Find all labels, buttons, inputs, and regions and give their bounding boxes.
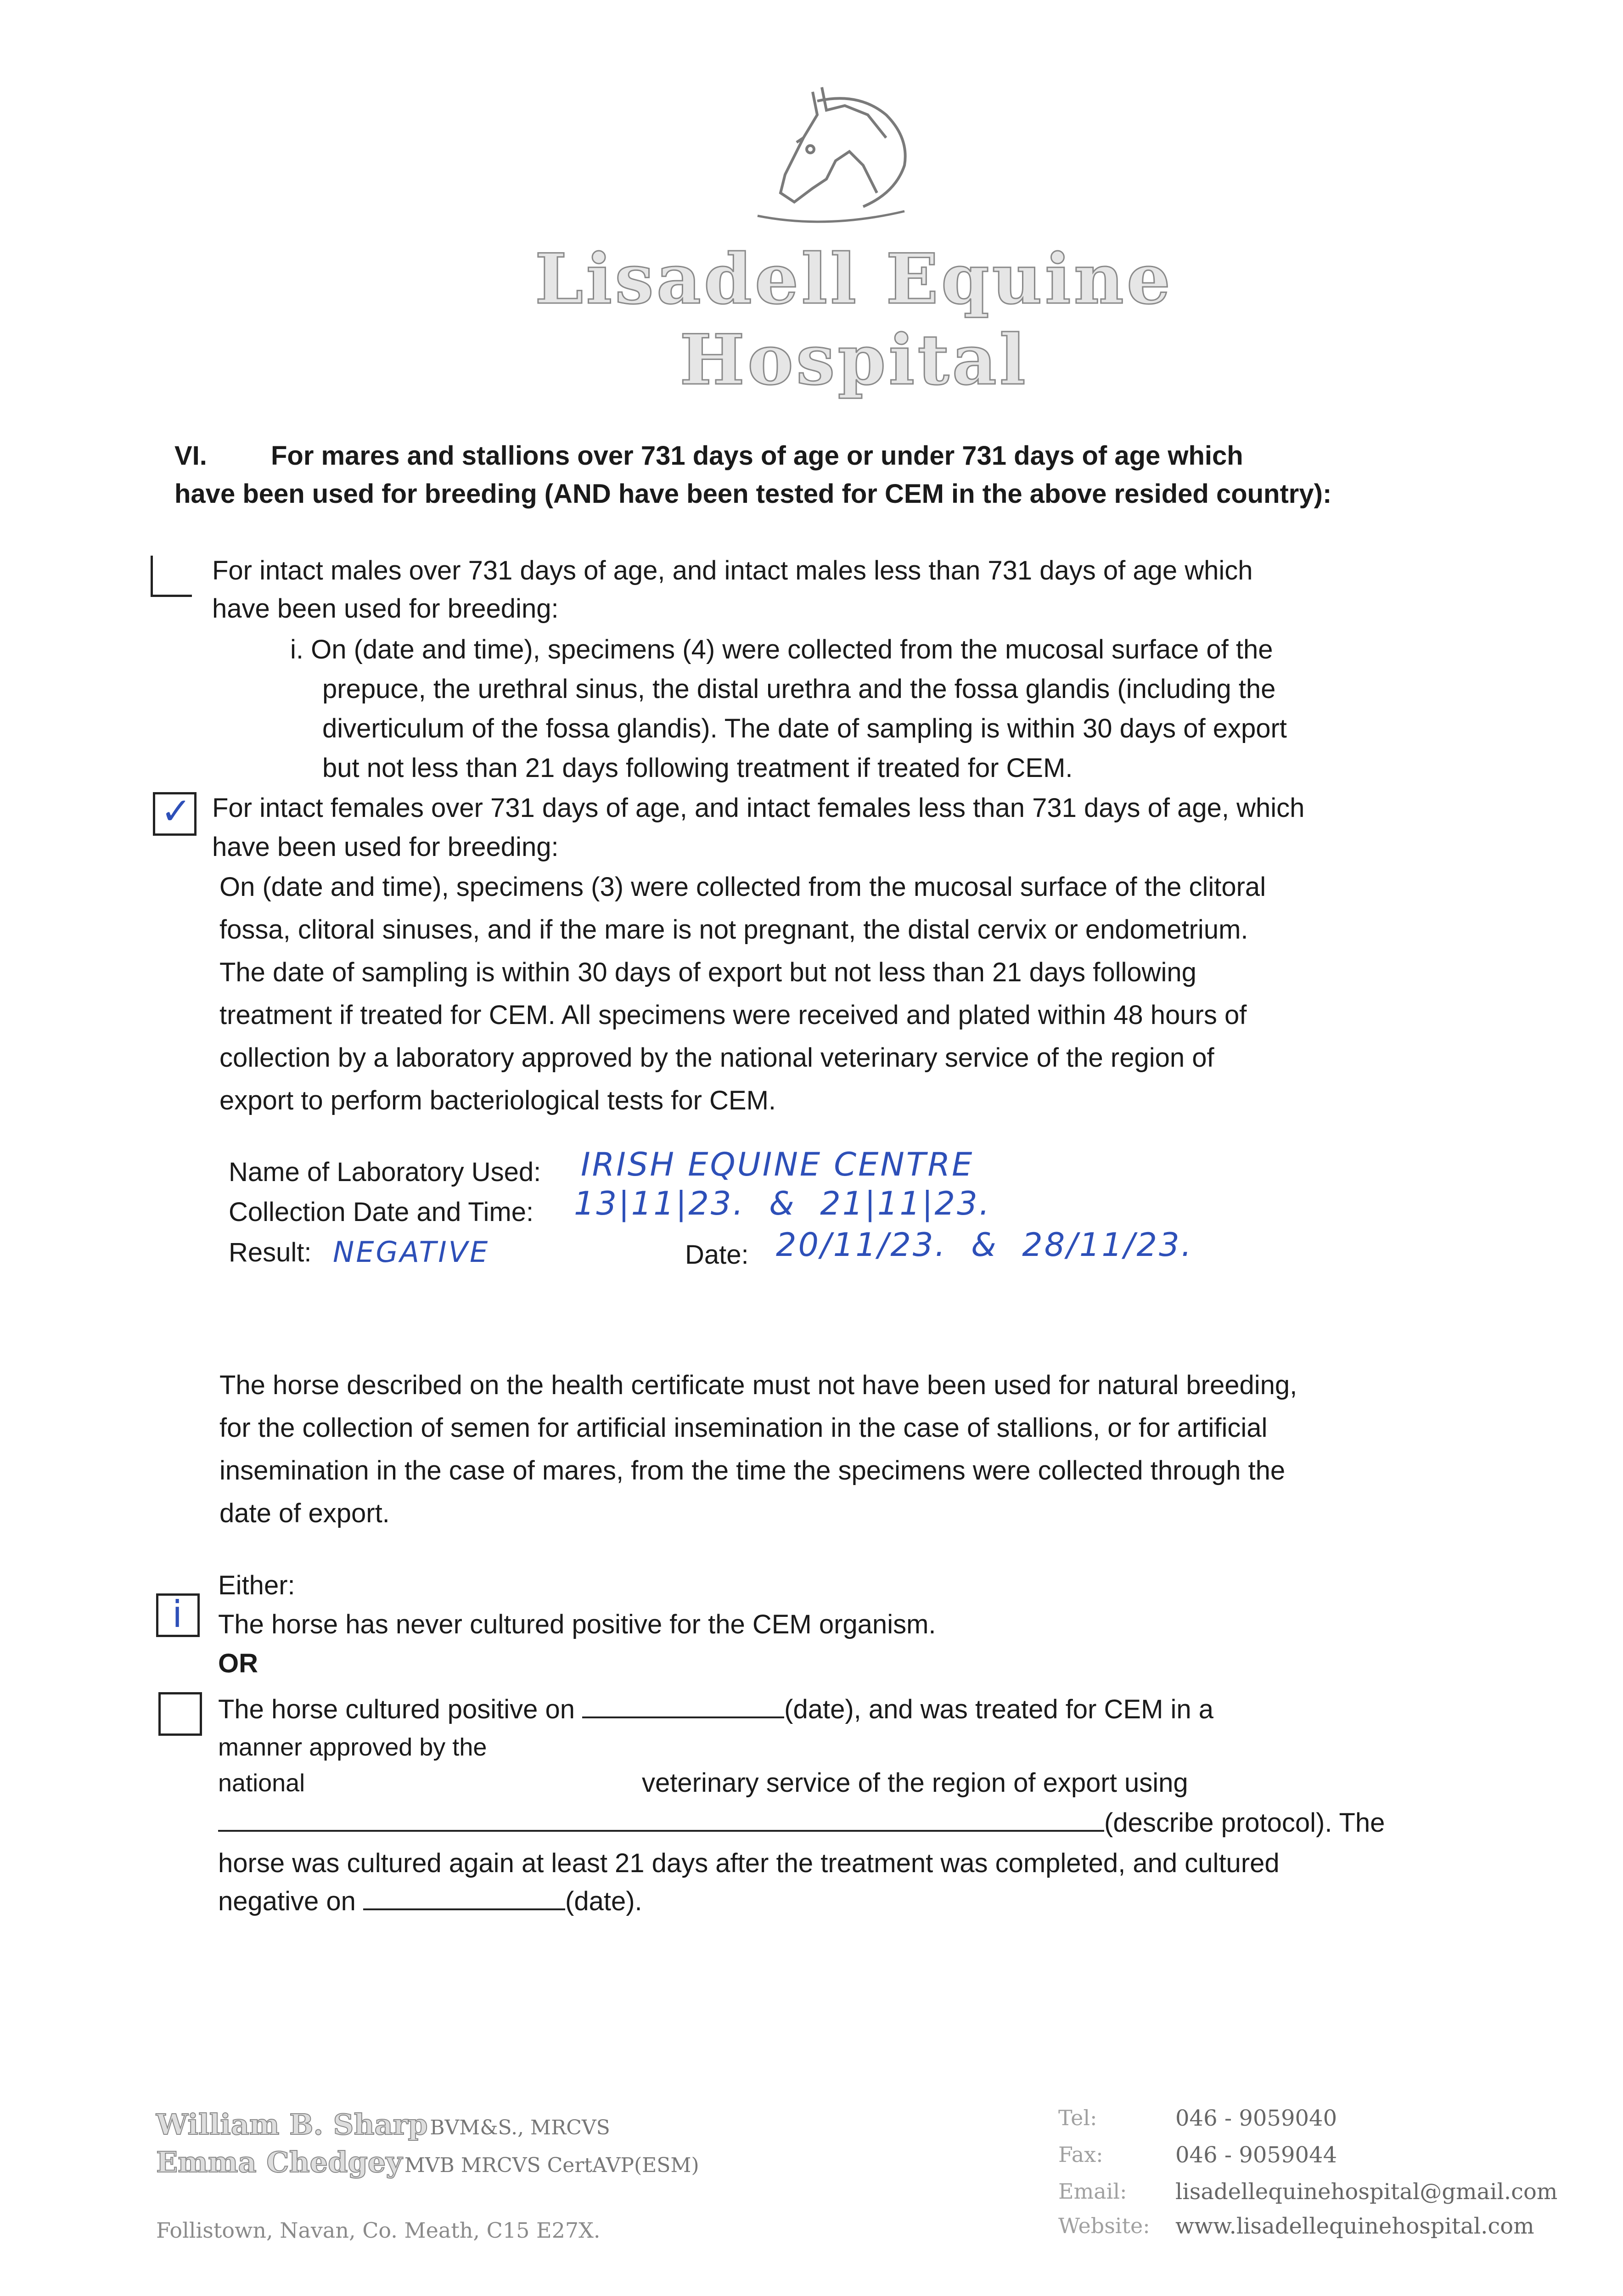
- positive-text-b: (date), and was treated for CEM in a: [784, 1694, 1214, 1724]
- males-text-line2: have been used for breeding:: [212, 594, 559, 624]
- lab-name-value: IRISH EQUINE CENTRE: [581, 1146, 974, 1183]
- females-checkbox[interactable]: [153, 792, 197, 836]
- hospital-address: Follistown, Navan, Co. Meath, C15 E27X.: [156, 2218, 601, 2243]
- hospital-name: Lisadell Equine Hospital: [534, 239, 1174, 400]
- protocol-text: (describe protocol). The: [1104, 1808, 1385, 1838]
- females-para-line6: export to perform bacteriological tests for CEM.: [219, 1086, 776, 1115]
- males-text-line1: For intact males over 731 days of age, and intact males less than 731 days of age which: [212, 556, 1253, 585]
- section-heading-line2: have been used for breeding (AND have been tested for CEM in the above resided country):: [174, 479, 1332, 509]
- result-date-value: 20/11/23. & 28/11/23.: [776, 1226, 1193, 1264]
- recultured-line: horse was cultured again at least 21 days after the treatment was completed, and cultured: [218, 1848, 1280, 1878]
- males-checkbox[interactable]: [151, 556, 192, 597]
- email-value[interactable]: lisadellequinehospital@gmail.com: [1175, 2179, 1558, 2205]
- females-text-line2: have been used for breeding:: [212, 832, 559, 862]
- website-value[interactable]: www.lisadellequinehospital.com: [1175, 2213, 1534, 2239]
- tel-value: 046 - 9059040: [1175, 2105, 1337, 2131]
- positive-date-blank[interactable]: [582, 1694, 784, 1718]
- vet2-credentials: MVB MRCVS CertAVP(ESM): [404, 2154, 699, 2177]
- males-item-line3: diverticulum of the fossa glandis). The date of sampling is within 30 days of export: [322, 714, 1287, 743]
- breeding-para-line1: The horse described on the health certificate must not have been used for natural breeding,: [219, 1370, 1297, 1400]
- females-text-line1: For intact females over 731 days of age, and intact females less than 731 days of age, which: [212, 793, 1305, 823]
- females-para-line1: On (date and time), specimens (3) were collected from the mucosal surface of the clitoral: [219, 872, 1266, 902]
- negative-on-line: [218, 1882, 642, 1921]
- breeding-para-line2: for the collection of semen for artificial insemination in the case of stallions, or for artificial: [219, 1413, 1268, 1443]
- result-label: Result:: [229, 1238, 312, 1267]
- fax-label: Fax:: [1058, 2142, 1103, 2167]
- positive-checkbox[interactable]: [158, 1692, 202, 1736]
- positive-text-a: The horse cultured positive on: [218, 1694, 575, 1724]
- positive-text: [218, 1690, 1213, 1729]
- breeding-para-line4: date of export.: [219, 1498, 390, 1528]
- never-positive-mark: i: [172, 1593, 185, 1636]
- website-label: Website:: [1058, 2213, 1150, 2238]
- negative-on-text: negative on: [218, 1886, 356, 1916]
- hospital-logo: [712, 73, 941, 239]
- collection-date-label: Collection Date and Time:: [229, 1197, 534, 1227]
- females-para-line4: treatment if treated for CEM. All specimens were received and plated within 48 hours of: [219, 1000, 1247, 1030]
- never-positive-checkbox[interactable]: [156, 1593, 200, 1637]
- never-positive-text: The horse has never cultured positive for the CEM organism.: [218, 1609, 936, 1639]
- email-label: Email:: [1058, 2179, 1127, 2204]
- vet-service-text: veterinary service of the region of export using: [642, 1768, 1188, 1798]
- fax-value: 046 - 9059044: [1175, 2142, 1337, 2168]
- result-value: NEGATIVE: [333, 1235, 490, 1269]
- lab-name-label: Name of Laboratory Used:: [229, 1157, 541, 1187]
- negative-date-suffix: (date).: [565, 1886, 642, 1916]
- vet1-name: William B. Sharp: [156, 2108, 428, 2141]
- horse-head-icon: [712, 73, 941, 239]
- result-date-label: Date:: [685, 1240, 749, 1270]
- females-para-line5: collection by a laboratory approved by the national veterinary service of the region of: [219, 1043, 1214, 1073]
- males-item-line2: prepuce, the urethral sinus, the distal urethra and the fossa glandis (including the: [322, 674, 1276, 704]
- vet1-credentials: BVM&S., MRCVS: [430, 2116, 610, 2139]
- or-label: OR: [218, 1649, 258, 1678]
- national-label: national: [218, 1769, 305, 1797]
- section-numeral: VI.: [174, 441, 207, 471]
- vet1-line: [156, 2108, 610, 2141]
- females-check-mark: ✓: [161, 790, 194, 833]
- males-item-line1: i. On (date and time), specimens (4) were collected from the mucosal surface of the: [290, 635, 1273, 664]
- females-para-line2: fossa, clitoral sinuses, and if the mare is not pregnant, the distal cervix or endometrium.: [219, 915, 1248, 945]
- negative-date-blank[interactable]: [363, 1885, 565, 1910]
- collection-date-value: 13|11|23. & 21|11|23.: [574, 1185, 991, 1222]
- protocol-blank[interactable]: [218, 1807, 1104, 1832]
- vet2-name: Emma Chedgey: [156, 2145, 403, 2179]
- vet2-line: [156, 2145, 699, 2179]
- section-heading-line1: For mares and stallions over 731 days of age or under 731 days of age which: [271, 441, 1243, 471]
- breeding-para-line3: insemination in the case of mares, from the time the specimens were collected through the: [219, 1456, 1286, 1486]
- manner-line: manner approved by the: [218, 1733, 487, 1761]
- tel-label: Tel:: [1058, 2105, 1097, 2130]
- protocol-line: [218, 1803, 1385, 1843]
- males-item-line4: but not less than 21 days following treatment if treated for CEM.: [322, 753, 1073, 783]
- females-para-line3: The date of sampling is within 30 days of export but not less than 21 days following: [219, 957, 1196, 987]
- either-label: Either:: [218, 1570, 295, 1600]
